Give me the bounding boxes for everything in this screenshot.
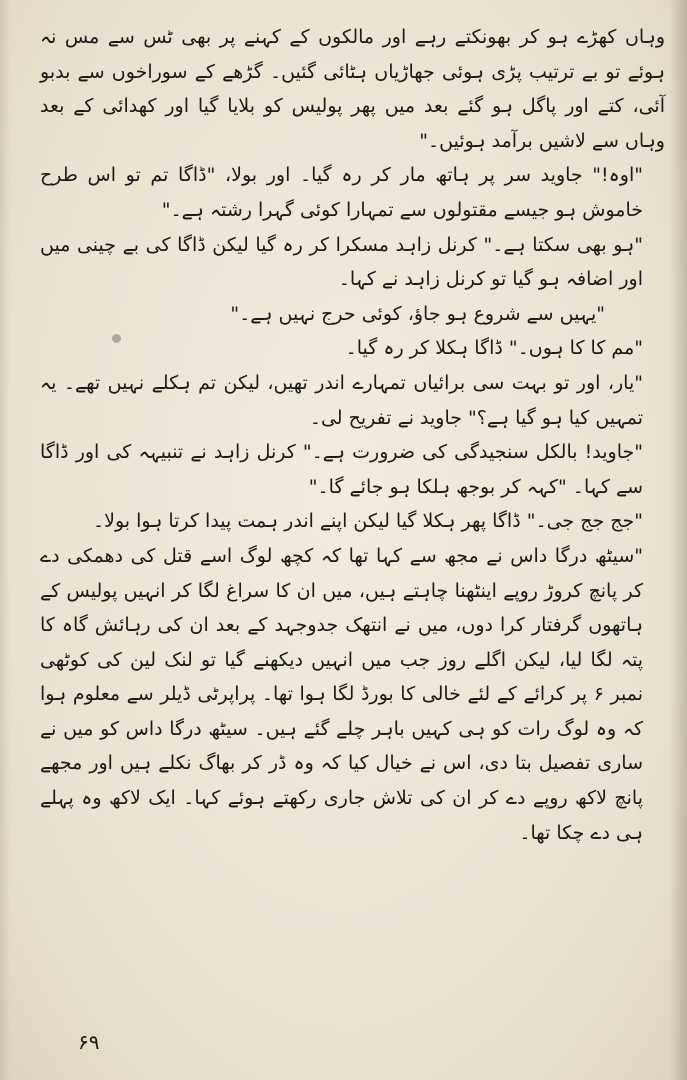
binding-shadow [669, 0, 687, 1080]
paragraph: وہاں کھڑے ہو کر بھونکتے رہے اور مالکوں کے کہنے پر بھی ٹس سے مس نہ ہوئے تو بے ترتیب پڑی ہوئی جھاڑیاں ہٹائی گئیں۔ گڑھے کے سوراخوں سے بدبو آئی، کتے اور پاگل ہو گئے بعد میں پھر پولیس کو بلایا گیا اور کھدائی کے بعد وہاں سے لاشیں برآمد ہوئیں۔" [40, 26, 665, 152]
paragraph: "سیٹھ درگا داس نے مجھ سے کہا تھا کہ کچھ لوگ اسے قتل کی دھمکی دے کر پانچ کروڑ روپے اینٹھنا چاہتے ہیں، میں ان کا سراغ لگا کر انہیں پولیس کے ہاتھوں گرفتار کرا دوں، میں نے انتھک جدوجہد کے بعد ان کی رہائش گاہ کا پتہ لگا لیا، لیکن اگلے روز جب میں انہیں دیکھنے گیا تو لنک لین کی کوٹھی نمبر ۶ پر کرائے کے لئے خالی کا بورڈ لگا ہوا تھا۔ پراپرٹی ڈیلر سے معلوم ہوا کہ وہ لوگ رات کو ہی کہیں باہر چلے گئے ہیں۔ سیٹھ درگا داس کو میں نے ساری تفصیل بتا دی، اس نے خیال کیا کہ وہ ڈر کر بھاگ نکلے ہیں اور مجھے پانچ لاکھ روپے دے کر ان کی تلاش جاری رکھتے ہوئے کہا۔ ایک لاکھ وہ پہلے ہی دے چکا تھا۔ [40, 544, 644, 844]
paragraph: "جج جج جی۔" ڈاگا پھر ہکلا گیا لیکن اپنے اندر ہمت پیدا کرتا ہوا بولا۔ [93, 510, 643, 533]
paragraph: "ہو بھی سکتا ہے۔" کرنل زاہد مسکرا کر رہ گیا لیکن ڈاگا کی بے چینی میں اور اضافہ ہو گیا تو کرنل زاہد نے کہا۔ [40, 233, 643, 291]
paragraph: "یہیں سے شروع ہو جاؤ، کوئی حرج نہیں ہے۔" [230, 302, 605, 325]
paragraph: "جاوید! بالکل سنجیدگی کی ضرورت ہے۔" کرنل زاہد نے تنبیہہ کی اور ڈاگا سے کہا۔ "کہہ کر بوجھ ہلکا ہو جائے گا۔" [40, 441, 643, 498]
paragraph: "اوہ!" جاوید سر پر ہاتھ مار کر رہ گیا۔ اور بولا، "ڈاگا تم تو اس طرح خاموش ہو جیسے مقتولوں سے تمہارا کوئی گہرا رشتہ ہے۔" [40, 164, 643, 221]
paragraph: "یار، اور تو بہت سی برائیاں تمہارے اندر تھیں، لیکن تم ہکلے نہیں تھے۔ یہ تمہیں کیا ہو گیا ہے؟" جاوید نے تفریح لی۔ [40, 371, 643, 429]
paragraph: "مم کا کا ہوں۔" ڈاگا ہکلا کر رہ گیا۔ [345, 337, 643, 360]
page-edge-shadow [0, 0, 10, 1080]
body-text [40, 20, 665, 850]
page-number: ۶۹ [78, 1030, 100, 1054]
